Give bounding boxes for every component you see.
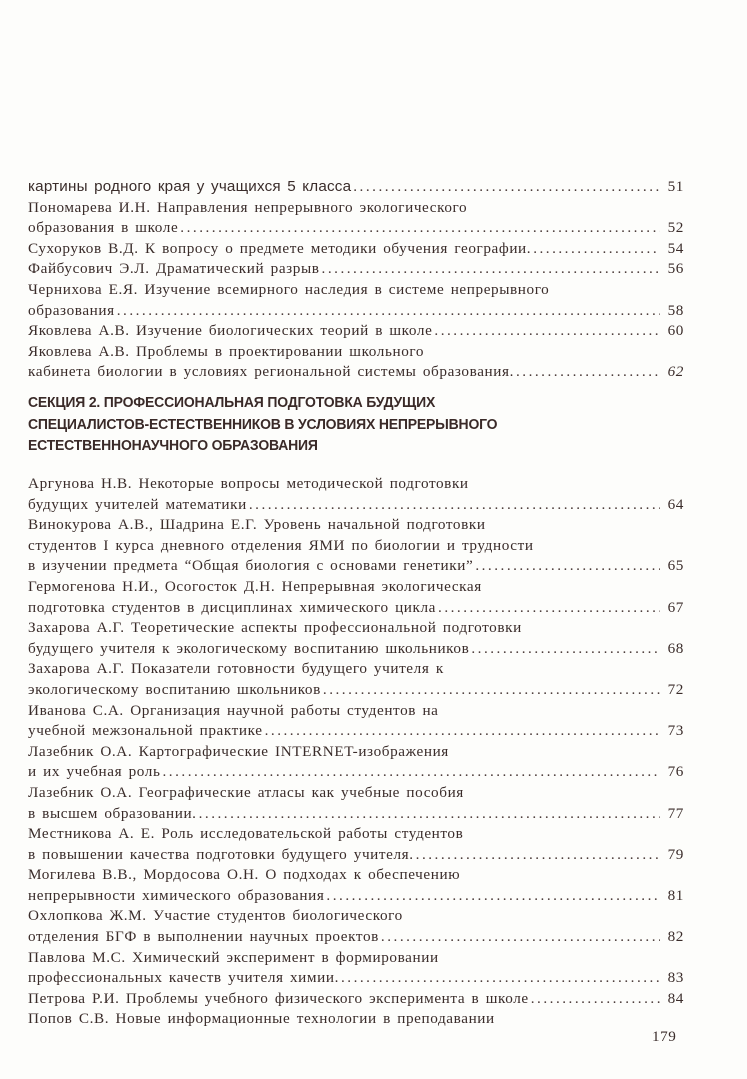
toc-section-1-continued xyxy=(28,177,684,383)
toc-entry-text: учебной межзональной практике xyxy=(28,722,263,740)
dot-leader xyxy=(471,639,660,660)
toc-page-number: 64 xyxy=(667,495,684,513)
toc-page-number: 56 xyxy=(667,260,684,278)
toc-line xyxy=(28,321,684,342)
dot-leader xyxy=(265,721,660,742)
dot-leader xyxy=(531,989,660,1010)
toc-entry-text: будущего учителя к экологическому воспитанию школьников xyxy=(28,639,470,657)
dot-leader xyxy=(416,845,660,866)
toc-line xyxy=(28,301,684,322)
dot-leader xyxy=(516,362,660,383)
dot-leader xyxy=(322,259,660,280)
toc-line xyxy=(28,577,684,598)
toc-entry-text: картины родного края у учащихся 5 класса xyxy=(28,178,352,195)
toc-line xyxy=(28,762,684,783)
toc-line xyxy=(28,906,684,927)
toc-entry-text: в изучении предмета “Общая биология с основами генетики” xyxy=(28,557,474,575)
toc-line xyxy=(28,824,684,845)
toc-entry-text: Файбусович Э.Л. Драматический разрыв xyxy=(28,260,320,278)
toc-entry-text: Сухоруков В.Д. К вопросу о предмете методики обучения географии. xyxy=(28,239,532,257)
toc-entry-text: и их учебная роль xyxy=(28,763,161,781)
toc-line xyxy=(28,721,684,742)
toc-entry-text: Пономарева И.Н. Направления непрерывного экологического xyxy=(28,198,468,216)
toc-line xyxy=(28,845,684,866)
dot-leader xyxy=(163,762,661,783)
toc-line xyxy=(28,742,684,763)
toc-page-number: 79 xyxy=(667,845,684,863)
toc-line xyxy=(28,804,684,825)
toc-entry-text: отделения БГФ в выполнении научных проектов xyxy=(28,928,379,946)
toc-line xyxy=(28,1009,684,1030)
toc-page-number: 65 xyxy=(667,557,684,575)
toc-page-number: 68 xyxy=(667,639,684,657)
toc-entry-text: будущих учителей математики xyxy=(28,495,247,513)
dot-leader xyxy=(533,239,660,260)
toc-entry-text: непрерывности химического образования xyxy=(28,886,325,904)
toc-line xyxy=(28,495,684,516)
dot-leader xyxy=(117,301,660,322)
page-number: 179 xyxy=(652,1028,677,1045)
toc-entry-text: Охлопкова Ж.М. Участие студентов биологического xyxy=(28,907,403,925)
toc-page-number: 76 xyxy=(667,763,684,781)
section-heading-line: СПЕЦИАЛИСТОВ-ЕСТЕСТВЕННИКОВ В УСЛОВИЯХ НЕПРЕРЫВНОГО xyxy=(28,415,498,433)
toc-line xyxy=(28,659,684,680)
toc-entry-text: Местникова А. Е. Роль исследовательской работы студентов xyxy=(28,825,464,843)
toc-entry-text: Захарова А.Г. Показатели готовности будущего учителя к xyxy=(28,660,444,678)
toc-entry-text: Могилева В.В., Мордосова О.Н. О подходах к обеспечению xyxy=(28,866,461,884)
toc-line xyxy=(28,474,684,495)
dot-leader xyxy=(381,927,660,948)
section-heading-line: ЕСТЕСТВЕННОНАУЧНОГО ОБРАЗОВАНИЯ xyxy=(28,437,318,454)
toc-page-number: 82 xyxy=(667,928,684,946)
section-heading-line: СЕКЦИЯ 2. ПРОФЕССИОНАЛЬНАЯ ПОДГОТОВКА БУДУЩИХ xyxy=(28,394,436,411)
dot-leader xyxy=(341,968,660,989)
toc-entry-text: образования в школе xyxy=(28,219,179,237)
toc-entry-text: Винокурова А.В., Шадрина Е.Г. Уровень начальной подготовки xyxy=(28,516,486,534)
toc-page-number: 60 xyxy=(667,322,684,340)
toc-entry-text: кабинета биологии в условиях региональной системы образования. xyxy=(28,363,514,381)
toc-line xyxy=(28,218,684,239)
toc-page-number: 84 xyxy=(667,989,684,1007)
toc-line xyxy=(28,515,684,536)
toc-entry-text: Яковлева А.В. Проблемы в проектировании школьного xyxy=(28,342,425,360)
toc-entry-text: Гермогенова Н.И., Осогосток Д.Н. Непрерывная экологическая xyxy=(28,577,482,595)
toc-entry-text: Яковлева А.В. Изучение биологических теорий в школе xyxy=(28,322,433,340)
toc-line xyxy=(28,556,684,577)
toc-entry-text: Павлова М.С. Химический эксперимент в формировании xyxy=(28,948,439,966)
toc-page-number: 81 xyxy=(667,886,684,904)
section-2-heading xyxy=(28,392,635,457)
toc-line xyxy=(28,886,684,907)
toc-line xyxy=(28,198,684,219)
toc-entry-text: Лазебник О.А. Географические атласы как учебные пособия xyxy=(28,783,464,801)
toc-line xyxy=(28,280,684,301)
dot-leader xyxy=(199,804,660,825)
dot-leader xyxy=(438,598,660,619)
toc-line xyxy=(28,865,684,886)
dot-leader xyxy=(323,680,660,701)
toc-line xyxy=(28,598,684,619)
toc-entry-text: студентов I курса дневного отделения ЯМИ по биологии и трудности xyxy=(28,536,534,554)
toc-line xyxy=(28,536,684,557)
toc-entry-text: экологическому воспитанию школьников xyxy=(28,680,321,698)
toc-line xyxy=(28,259,684,280)
toc-line xyxy=(28,680,684,701)
toc-entry-text: Аргунова Н.В. Некоторые вопросы методической подготовки xyxy=(28,475,469,492)
toc-line xyxy=(28,927,684,948)
toc-line xyxy=(28,948,684,969)
toc-entry-text: профессиональных качеств учителя химии. xyxy=(28,969,339,987)
toc-entry-text: Иванова С.А. Организация научной работы студентов на xyxy=(28,701,439,719)
toc-line xyxy=(28,989,684,1010)
dot-leader xyxy=(326,886,660,907)
toc-section-2 xyxy=(28,474,684,1030)
toc-entry-text: Попов С.В. Новые информационные технологии в преподавании xyxy=(28,1010,495,1028)
toc-entry-text: в высшем образовании. xyxy=(28,804,197,822)
toc-line xyxy=(28,783,684,804)
toc-line xyxy=(28,968,684,989)
toc-line xyxy=(28,362,684,383)
dot-leader xyxy=(249,495,660,516)
dot-leader xyxy=(434,321,660,342)
toc-entry-text: в повышении качества подготовки будущего учителя. xyxy=(28,845,414,863)
toc-line xyxy=(28,177,684,198)
toc-page-number: 67 xyxy=(667,598,684,616)
toc-page-number: 52 xyxy=(667,219,684,237)
toc-entry-text: образования xyxy=(28,301,115,319)
toc-line xyxy=(28,342,684,363)
toc-line xyxy=(28,701,684,722)
toc-page-number: 51 xyxy=(667,178,684,195)
toc-page-number: 58 xyxy=(667,301,684,319)
dot-leader xyxy=(180,218,660,239)
toc-page-number: 72 xyxy=(667,680,684,698)
toc-entry-text: подготовка студентов в дисциплинах химического цикла xyxy=(28,598,437,616)
toc-page-number: 62 xyxy=(667,363,684,381)
toc-page-number: 83 xyxy=(667,969,684,987)
toc-page-number: 54 xyxy=(667,239,684,257)
toc-entry-text: Петрова Р.И. Проблемы учебного физического эксперимента в школе xyxy=(28,989,529,1007)
dot-leader xyxy=(353,177,660,198)
toc-page-number: 77 xyxy=(667,804,684,822)
toc-entry-text: Лазебник О.А. Картографические INTERNET-изображения xyxy=(28,742,449,760)
toc-entry-text: Чернихова Е.Я. Изучение всемирного наследия в системе непрерывного xyxy=(28,280,550,298)
dot-leader xyxy=(475,556,660,577)
toc-line xyxy=(28,618,684,639)
toc-entry-text: Захарова А.Г. Теоретические аспекты профессиональной подготовки xyxy=(28,619,522,637)
toc-line xyxy=(28,639,684,660)
toc-line xyxy=(28,239,684,260)
toc-page-number: 73 xyxy=(667,722,684,740)
